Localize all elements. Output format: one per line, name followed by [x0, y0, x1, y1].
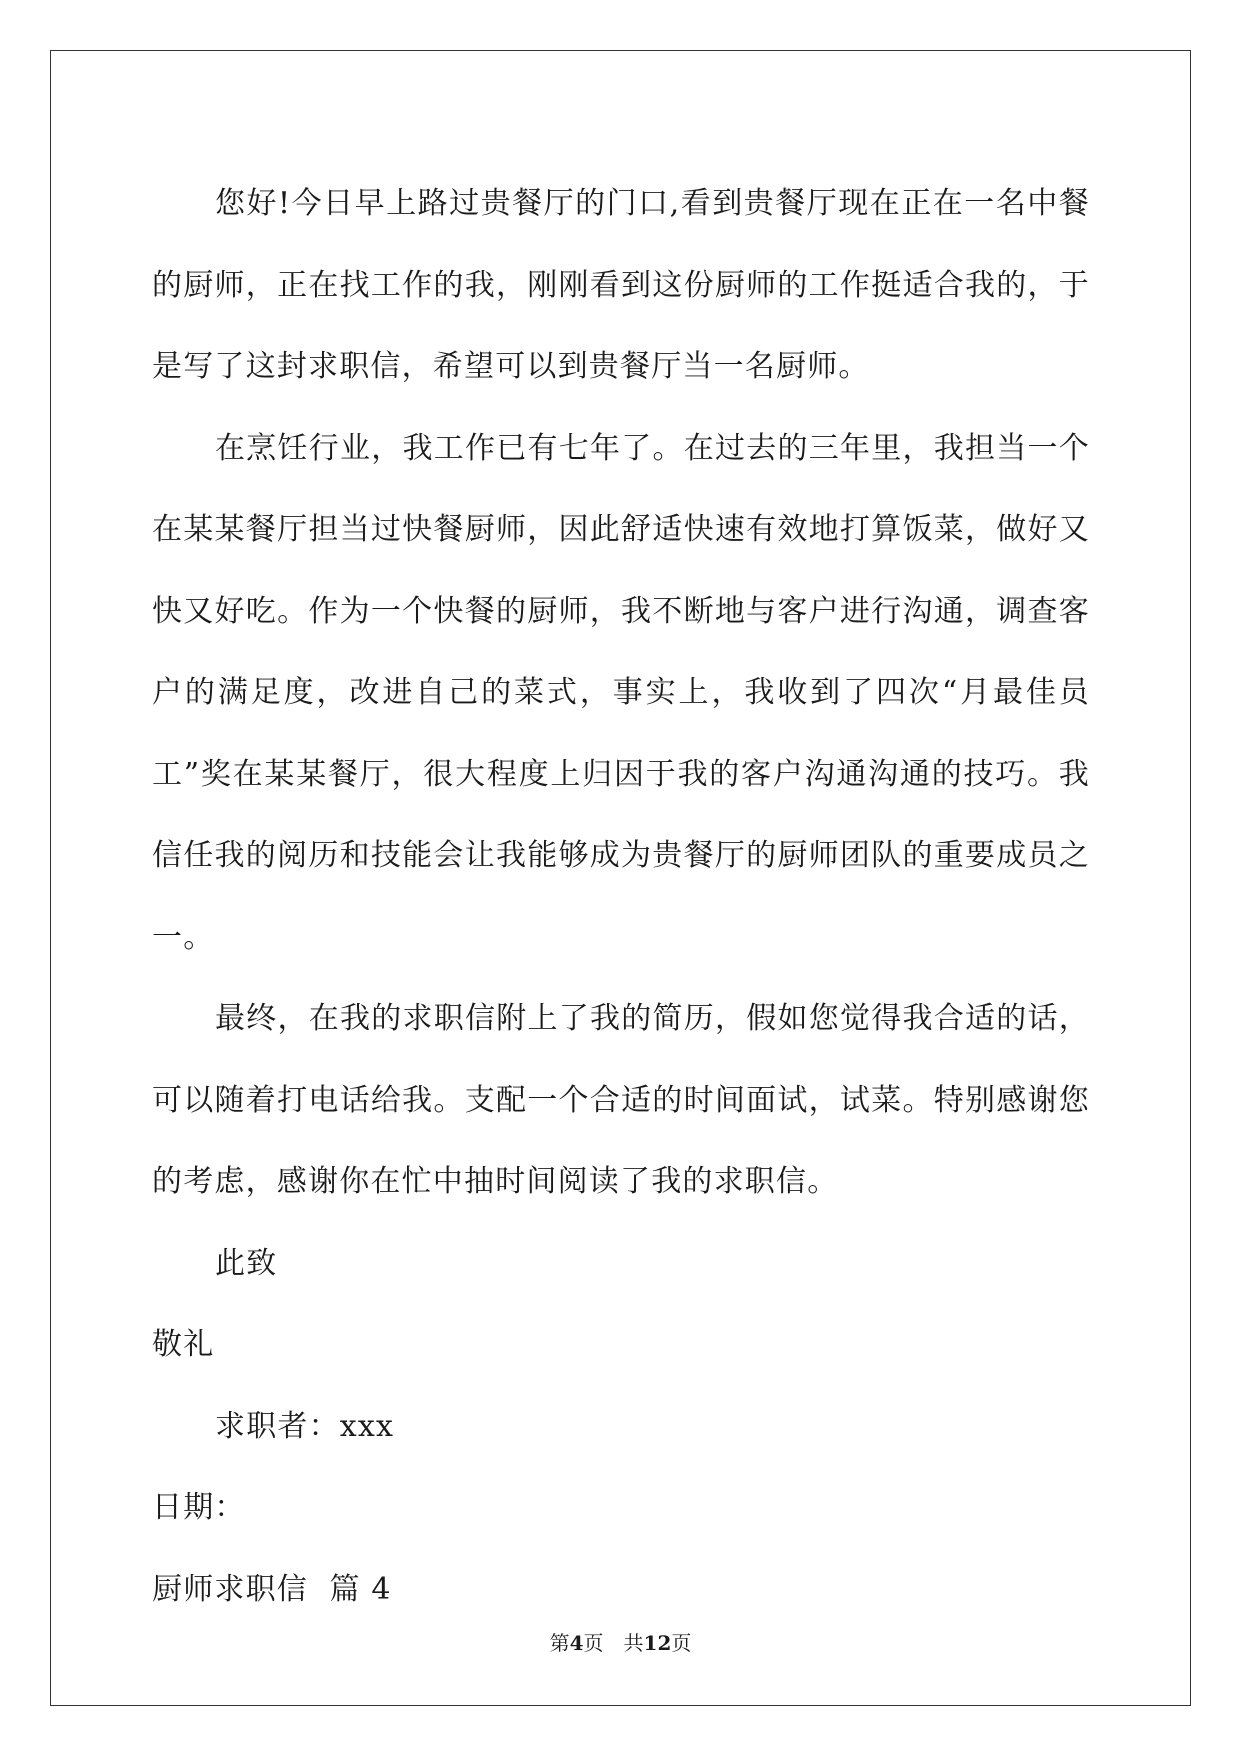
section-title: 厨师求职信 篇 4: [152, 1571, 392, 1607]
salutation-closing: 此致: [215, 1245, 278, 1281]
date-line: 日期：: [152, 1490, 246, 1525]
letter-body: [152, 163, 1090, 1630]
paragraph-experience: 在烹饪行业，我工作已有七年了。在过去的三年里，我担当一个在某某餐厅担当过快餐厨师，因此舒适快速有效地打算饭菜，做好又快又好吃。作为一个快餐的厨师，我不断地与客户进行沟通，调查客户的满足度，改进自己的菜式，事实上，我收到了四次“月最佳员工”奖在某某餐厅，很大程度上归因于我的客户沟通沟通的技巧。我信任我的阅历和技能会让我能够成为贵餐厅的厨师团队的重要成员之一。: [152, 430, 1090, 955]
page-footer: [0, 1627, 1241, 1656]
total-suffix: 页: [671, 1631, 692, 1655]
page-number: 4: [569, 1631, 584, 1655]
paragraph-intro: 您好!今日早上路过贵餐厅的门口,看到贵餐厅现在正在一名中餐的厨师，正在找工作的我，刚刚看到这份厨师的工作挺适合我的，于是写了这封求职信，希望可以到贵餐厅当一名厨师。: [152, 186, 1090, 384]
page-prefix: 第: [549, 1631, 570, 1655]
signature-line: 求职者：xxx: [215, 1408, 395, 1444]
paragraph-closing: 最终，在我的求职信附上了我的简历，假如您觉得我合适的话，可以随着打电话给我。支配一个合适的时间面试，试菜。特别感谢您的考虑，感谢你在忙中抽时间阅读了我的求职信。: [152, 1001, 1090, 1199]
salutation-regards: 敬礼: [152, 1327, 215, 1362]
total-prefix: 共: [623, 1631, 644, 1655]
page-suffix: 页: [583, 1631, 604, 1655]
total-pages: 12: [643, 1631, 672, 1655]
